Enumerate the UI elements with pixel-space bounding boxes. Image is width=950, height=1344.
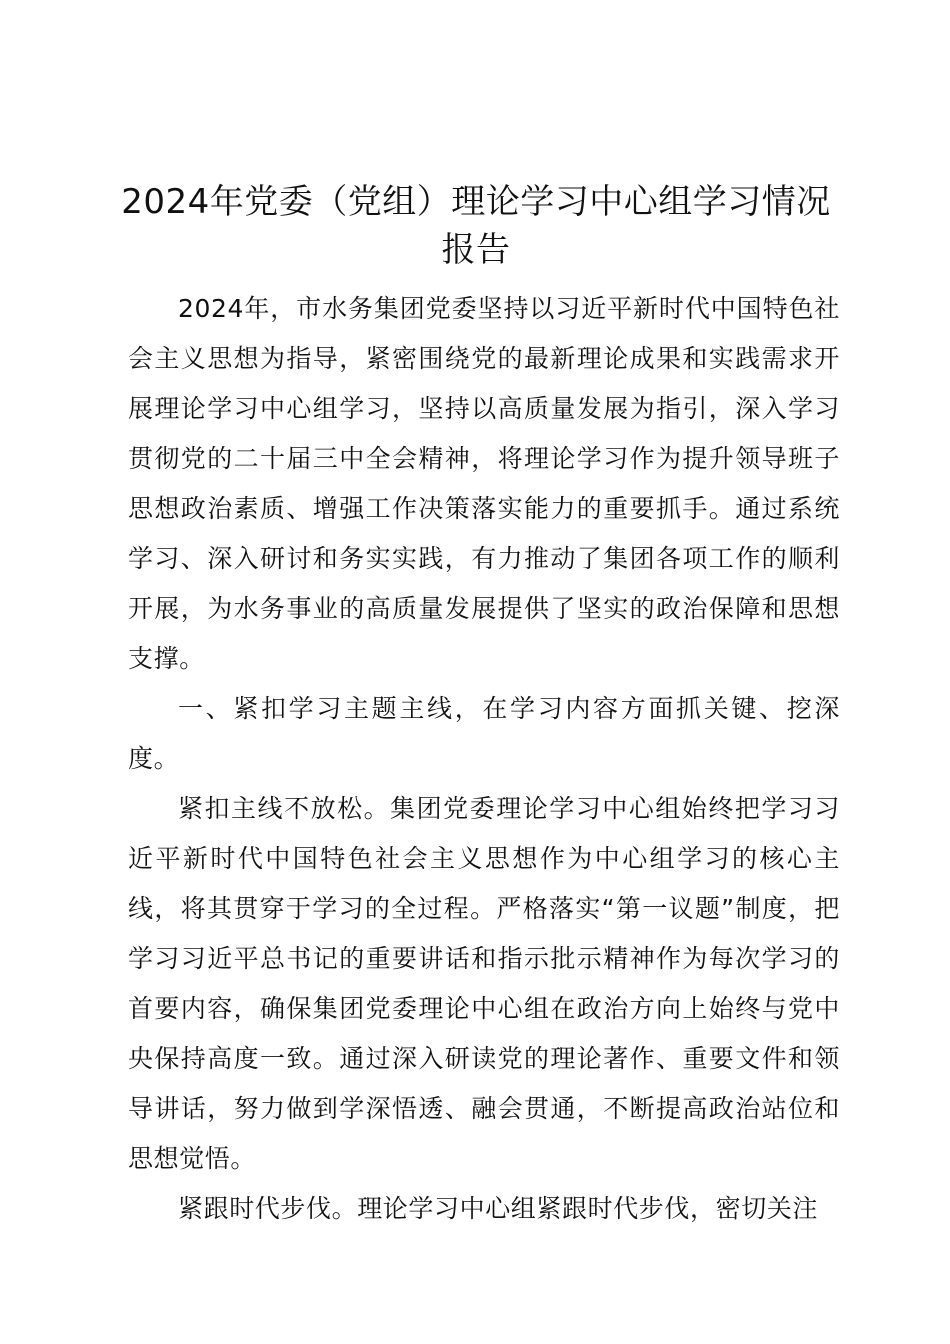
body-paragraph: 紧跟时代步伐。理论学习中心组紧跟时代步伐，密切关注 <box>178 1194 819 1223</box>
document-title: 2024年党委（党组）理论学习中心组学习情况报告 <box>121 182 831 270</box>
body-paragraph: 紧扣主线不放松。集团党委理论学习中心组始终把学习习近平新时代中国特色社会主义思想作为中心组学习的核心主线，将其贯穿于学习的全过程。严格落实“第一议题”制度，把学习习近平总书记的重要讲话和指示批示精神作为每次学习的首要内容，确保集团党委理论中心组在政治方向上始终与党中央保持高度一致。通过深入研读党的理论著作、重要文件和领导讲话，努力做到学深悟透、融会贯通，不断提高政治站位和思想觉悟。 <box>128 794 840 1173</box>
section-heading-1: 一、紧扣学习主题主线，在学习内容方面抓关键、挖深度。 <box>128 694 840 773</box>
document-body <box>128 284 840 1234</box>
intro-paragraph: 2024年，市水务集团党委坚持以习近平新时代中国特色社会主义思想为指导，紧密围绕党的最新理论成果和实践需求开展理论学习中心组学习，坚持以高质量发展为指引，深入学习贯彻党的二十届三中全会精神，将理论学习作为提升领导班子思想政治素质、增强工作决策落实能力的重要抓手。通过系统学习、深入研讨和务实实践，有力推动了集团各项工作的顺利开展，为水务事业的高质量发展提供了坚实的政治保障和思想支撑。 <box>128 294 840 673</box>
